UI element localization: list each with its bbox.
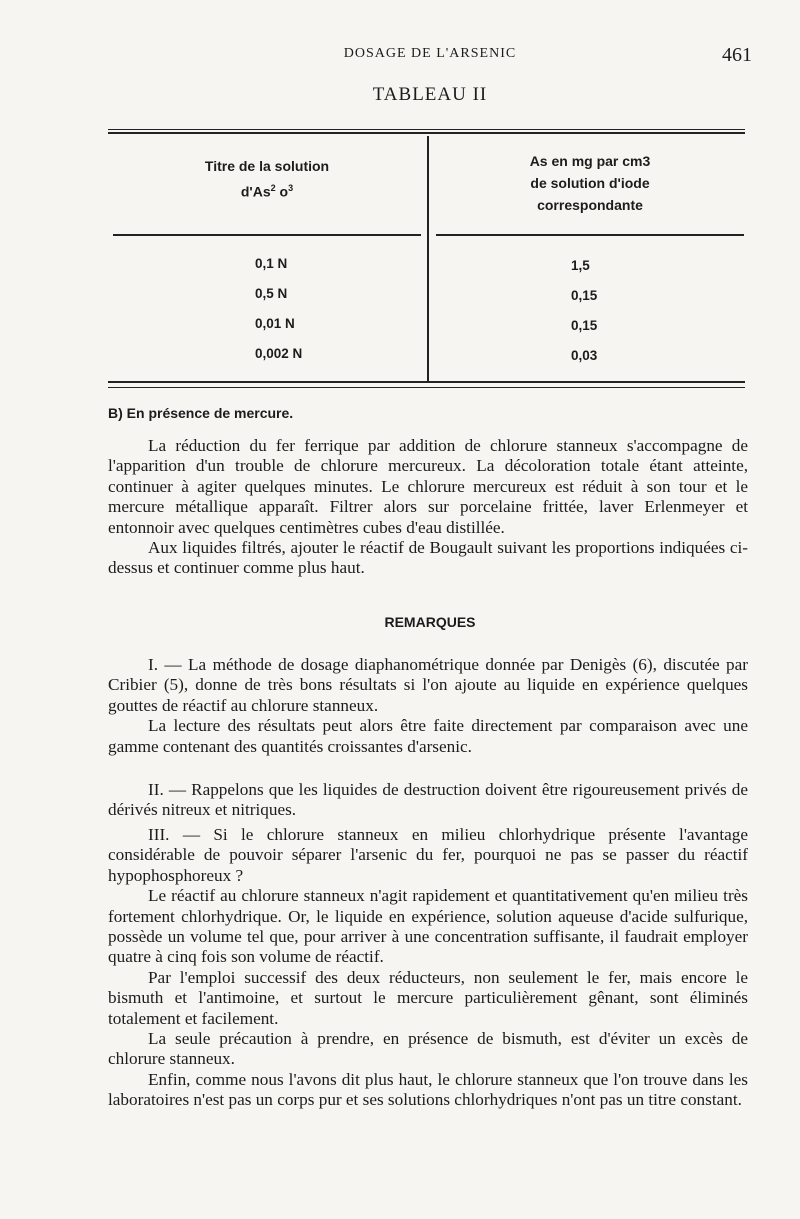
col1-header-sup1: 2 xyxy=(270,183,276,193)
col1-header-line1: Titre de la solution xyxy=(204,158,330,174)
col1-header-line2 xyxy=(113,177,421,203)
table-row-3-titre: 0,01 N xyxy=(255,316,295,331)
remarque-3-paragraph-4: La seule précaution à prendre, en présence de bismuth, est d'éviter un excès de chlorure stanneux. xyxy=(108,1029,748,1069)
running-title: DOSAGE DE L'ARSENIC xyxy=(343,46,517,61)
col2-header-line1: As en mg par cm3 xyxy=(529,153,651,169)
table-row-1-titre: 0,1 N xyxy=(255,256,288,271)
table-row-4-as: 0,03 xyxy=(571,348,598,363)
table-top-rule-bold xyxy=(108,132,745,134)
col1-header-formula-o: o xyxy=(275,183,289,200)
section-b-heading: B) En présence de mercure. xyxy=(108,405,294,421)
table-row-2-as: 0,15 xyxy=(571,288,598,303)
table-row-3-as: 0,15 xyxy=(571,318,598,333)
section-b-paragraph-1: La réduction du fer ferrique par addition de chlorure stanneux s'accompagne de l'apparition d'un trouble de chlorure mercureux. La décoloration totale étant atteinte, continuer à agiter quelques minutes. Le chlorure mercureux est réduit à son tour et le mercure métallique apparaît. Filtrer alors sur porcelaine frittée, laver Erlenmeyer et entonnoir avec quelques centimètres cubes d'eau distillée. xyxy=(108,436,748,537)
remarque-1 xyxy=(108,655,748,757)
section-b-paragraph-2: Aux liquides filtrés, ajouter le réactif de Bougault suivant les proportions indiquées ci-dessus et continuer comme plus haut. xyxy=(108,538,748,578)
remarque-3-paragraph-1: III. — Si le chlorure stanneux en milieu chlorhydrique présente l'avantage considérable de pouvoir séparer l'arsenic du fer, pourquoi ne pas se passer du réactif hypophosphoreux ? xyxy=(108,825,748,885)
table-row-2-titre: 0,5 N xyxy=(255,286,288,301)
page-number: 461 xyxy=(722,44,752,66)
section-b-body xyxy=(108,436,748,579)
table-bottom-rule xyxy=(108,387,745,388)
remarque-3 xyxy=(108,825,748,1111)
remarque-3-paragraph-5: Enfin, comme nous l'avons dit plus haut, le chlorure stanneux que l'on trouve dans les laboratoires n'est pas un corps pur et ses solutions chlorhydriques n'ont pas un titre constant. xyxy=(108,1069,748,1110)
remarques-heading: REMARQUES xyxy=(384,614,476,630)
table-row-4-titre: 0,002 N xyxy=(255,346,303,361)
table-column-divider xyxy=(427,136,429,381)
remarque-3-paragraph-3: Par l'emploi successif des deux réducteurs, non seulement le fer, mais encore le bismuth et l'antimoine, et surtout le mercure particulièrement gênant, sont éliminés totalement et facilement. xyxy=(108,967,748,1028)
col2-header xyxy=(436,150,744,216)
table-row-1-as: 1,5 xyxy=(571,258,590,273)
col2-header-line3: correspondante xyxy=(537,197,643,213)
remarque-2-paragraph-1: II. — Rappelons que les liquides de destruction doivent être rigoureusement privés de dérivés nitreux et nitriques. xyxy=(108,780,748,820)
remarque-3-paragraph-2: Le réactif au chlorure stanneux n'agit rapidement et quantitativement qu'en milieu très fortement chlorhydrique. Or, le liquide en expérience, solution aqueuse d'acide sulfurique, possède un volume tel que, pour arriver à une concentration suffisante, il faudrait employer quatre à cinq fois son volume de réactif. xyxy=(108,886,748,967)
col1-header-formula: d'As xyxy=(240,183,271,200)
remarque-1-paragraph-1: I. — La méthode de dosage diaphanométrique donnée par Denigès (6), discutée par Cribier (5), donne de très bons résultats si l'on ajoute au liquide en expérience quelques gouttes de réactif au chlorure stanneux. xyxy=(108,655,748,715)
table-top-rule xyxy=(108,129,745,130)
table-header-rule-left xyxy=(113,234,421,236)
table-bottom-rule-bold xyxy=(108,381,745,383)
table-title: TABLEAU II xyxy=(372,84,488,105)
col1-header xyxy=(113,155,421,203)
remarque-2 xyxy=(108,780,748,821)
table-header-rule-right xyxy=(436,234,744,236)
remarque-1-paragraph-2: La lecture des résultats peut alors être faite directement par comparaison avec une gamme contenant des quantités croissantes d'arsenic. xyxy=(108,716,748,756)
col2-header-line2: de solution d'iode xyxy=(530,175,650,191)
col1-header-sup2: 3 xyxy=(288,183,294,193)
